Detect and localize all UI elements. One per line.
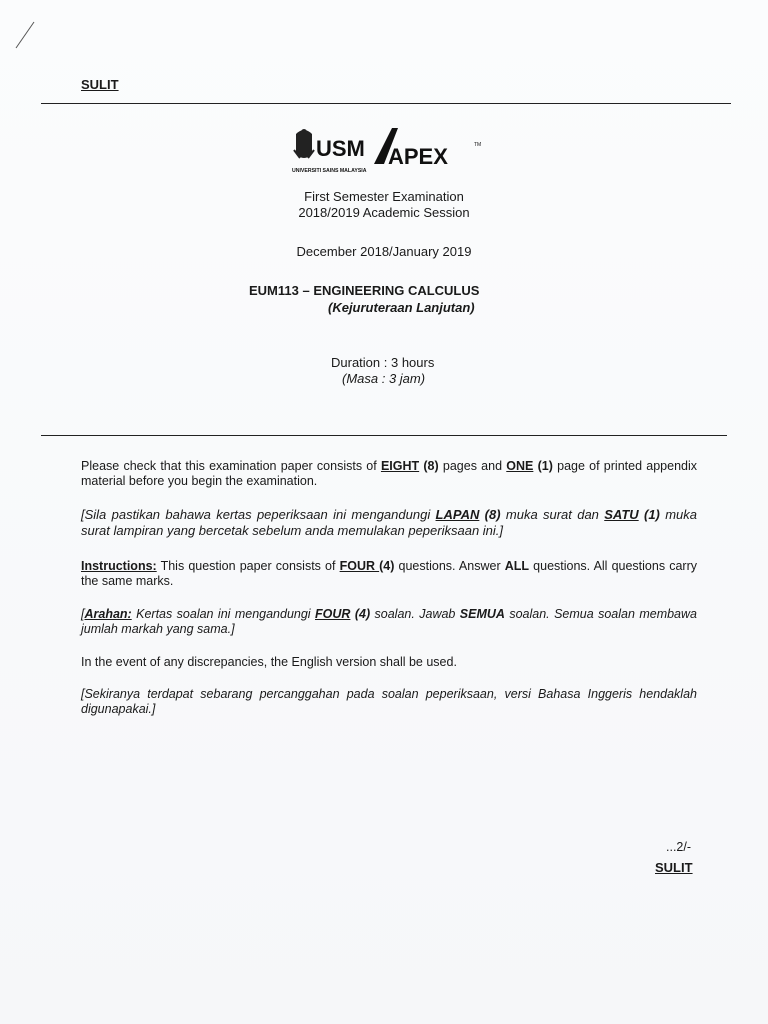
instruction-language-malay: [Sekiranya terdapat sebarang percanggahan pada soalan peperiksaan, versi Bahasa Inggeris hendaklah digunapakai.] bbox=[81, 687, 697, 716]
usm-caption: UNIVERSITI SAINS MALAYSIA bbox=[292, 168, 367, 174]
instruction-pages: Please check that this examination paper consists of EIGHT (8) pages and ONE (1) page of printed appendix material before you begin the examination. bbox=[81, 459, 697, 488]
exam-duration: Duration : 3 hours bbox=[331, 355, 435, 370]
course-title-malay: (Kejuruteraan Lanjutan) bbox=[328, 300, 475, 315]
instruction-language: In the event of any discrepancies, the English version shall be used. bbox=[81, 655, 457, 669]
instruction-questions-malay: [Arahan: Kertas soalan ini mengandungi FOUR (4) soalan. Jawab SEMUA soalan. Semua soalan membawa jumlah markah yang sama.] bbox=[81, 607, 697, 636]
instruction-pages-malay: [Sila pastikan bahawa kertas peperiksaan ini mengandungi LAPAN (8) muka surat dan SATU (1) muka surat lampiran yang bercetak sebelum anda memulakan peperiksaan ini.] bbox=[81, 507, 698, 538]
course-title: EUM113 – ENGINEERING CALCULUS bbox=[249, 283, 480, 298]
usm-logo-text: USM bbox=[316, 136, 365, 161]
university-logos bbox=[292, 124, 488, 176]
title-divider bbox=[41, 435, 727, 436]
header-divider bbox=[41, 103, 731, 104]
exam-duration-malay: (Masa : 3 jam) bbox=[342, 371, 426, 386]
footer-sulit: SULIT bbox=[655, 860, 693, 875]
next-page-indicator: ...2/- bbox=[666, 840, 692, 854]
header-sulit: SULIT bbox=[81, 77, 119, 92]
apex-logo-text: APEX bbox=[388, 144, 448, 169]
apex-tm: TM bbox=[474, 142, 482, 148]
pen-mark bbox=[14, 20, 36, 50]
exam-date: December 2018/January 2019 bbox=[296, 244, 472, 259]
exam-semester: First Semester Examination bbox=[304, 189, 464, 204]
instruction-questions: Instructions: This question paper consists of FOUR (4) questions. Answer ALL questions. All questions carry the same marks. bbox=[81, 559, 697, 588]
usm-crest-icon bbox=[294, 129, 314, 158]
exam-session: 2018/2019 Academic Session bbox=[298, 205, 470, 220]
